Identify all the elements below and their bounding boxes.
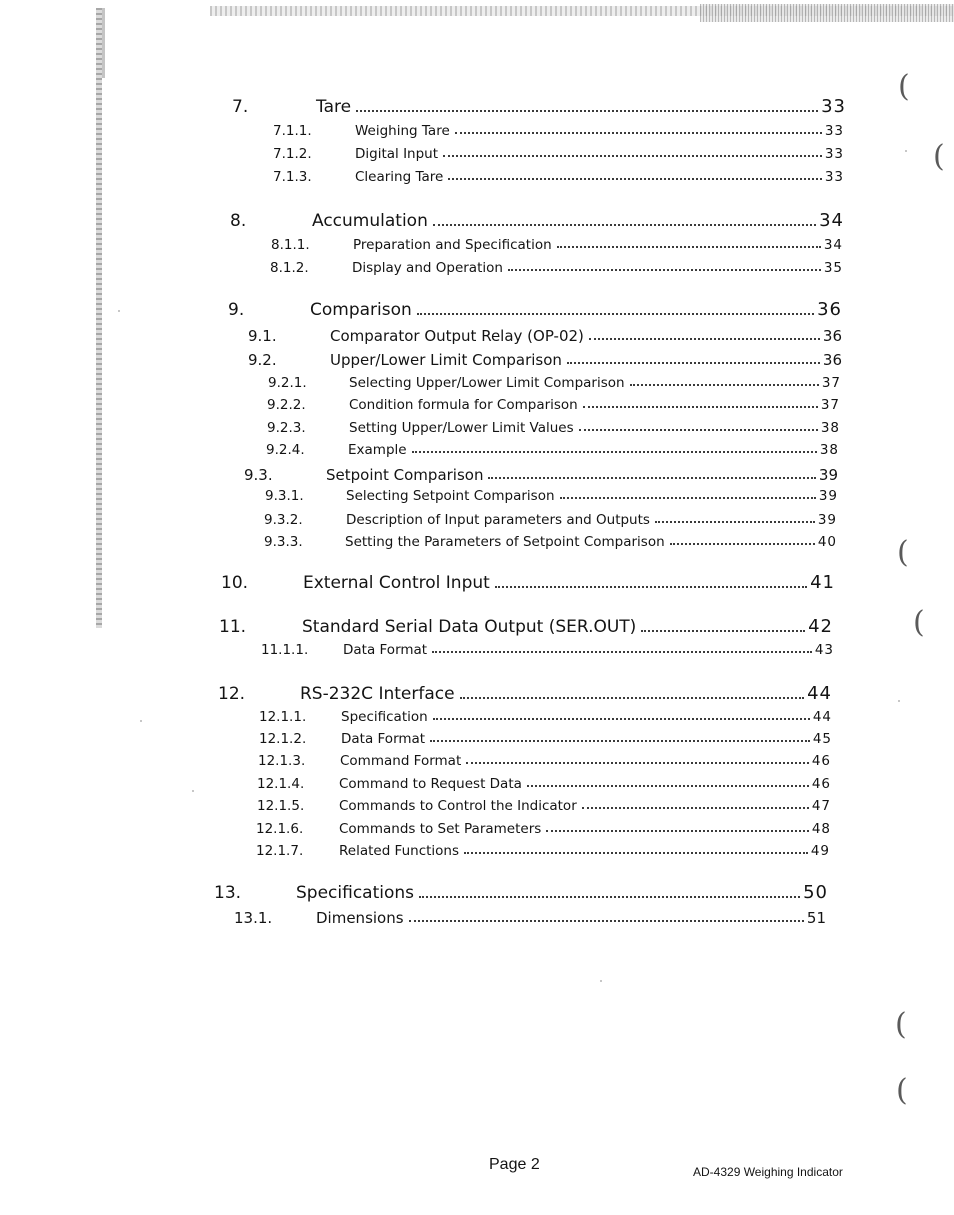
dot-leader (460, 697, 805, 699)
toc-entry[interactable] (273, 169, 844, 185)
dot-leader (495, 586, 807, 588)
dot-leader (630, 384, 819, 386)
document-title: AD-4329 Weighing Indicator (693, 1165, 843, 1179)
toc-number: 7.1.3. (273, 169, 312, 185)
toc-entry[interactable] (248, 351, 842, 369)
toc-page: 49 (810, 843, 830, 859)
dot-leader (508, 269, 821, 271)
toc-entry[interactable] (273, 146, 844, 162)
toc-title: Example (348, 442, 407, 458)
toc-title: Condition formula for Comparison (349, 397, 578, 413)
toc-page: 44 (807, 683, 832, 704)
toc-title: Dimensions (316, 909, 404, 927)
toc-title: Setpoint Comparison (326, 466, 484, 484)
dot-leader (641, 630, 805, 632)
toc-page: 36 (822, 327, 842, 345)
toc-number: 9.2.1. (268, 375, 307, 391)
toc-page: 34 (819, 210, 844, 231)
dot-leader (655, 521, 815, 523)
toc-title: Comparison (310, 300, 412, 320)
toc-title: Command to Request Data (339, 776, 522, 792)
toc-entry[interactable] (256, 821, 831, 837)
toc-entry[interactable] (248, 327, 842, 345)
toc-number: 8. (230, 211, 247, 231)
toc-page: 33 (824, 123, 844, 139)
toc-entry[interactable] (256, 843, 830, 859)
toc-entry[interactable] (261, 642, 834, 658)
dot-leader (443, 155, 822, 157)
toc-number: 7.1.2. (273, 146, 312, 162)
toc-number: 10. (221, 573, 249, 593)
toc-page: 34 (823, 237, 843, 253)
toc-entry[interactable] (267, 397, 840, 413)
toc-title: Setting Upper/Lower Limit Values (349, 420, 574, 436)
toc-number: 9.3.2. (264, 512, 303, 528)
margin-mark: ( (933, 139, 945, 174)
toc-entry[interactable] (271, 237, 843, 253)
toc-entry[interactable] (221, 572, 835, 593)
toc-page: 50 (803, 882, 828, 903)
toc-title: Clearing Tare (355, 169, 444, 185)
dot-leader (412, 451, 817, 453)
toc-number: 12.1.4. (257, 776, 305, 792)
dot-leader (579, 429, 818, 431)
toc-entry[interactable] (266, 442, 839, 458)
toc-entry[interactable] (267, 420, 840, 436)
toc-entry[interactable] (214, 882, 828, 903)
toc-entry[interactable] (244, 466, 838, 484)
toc-entry[interactable] (265, 488, 838, 504)
dot-leader (557, 246, 821, 248)
dot-leader (488, 477, 815, 479)
toc-entry[interactable] (259, 709, 832, 725)
toc-title: Commands to Set Parameters (339, 821, 542, 837)
toc-number: 7. (232, 97, 249, 117)
toc-number: 9.2.2. (267, 397, 306, 413)
dot-leader (417, 313, 814, 315)
toc-title: Commands to Control the Indicator (339, 798, 577, 814)
dot-leader (582, 807, 809, 809)
toc-page: 36 (822, 351, 842, 369)
toc-title: Selecting Setpoint Comparison (346, 488, 555, 504)
dot-leader (546, 830, 809, 832)
toc-number: 9.1. (248, 327, 277, 345)
dot-leader (455, 132, 822, 134)
toc-number: 11. (219, 617, 247, 637)
toc-entry[interactable] (230, 210, 844, 231)
toc-number: 9.3. (244, 466, 273, 484)
toc-number: 12.1.7. (256, 843, 304, 859)
toc-page: 33 (821, 96, 846, 117)
page-number: Page 2 (489, 1156, 540, 1173)
toc-entry[interactable] (268, 375, 841, 391)
toc-page: 35 (823, 260, 843, 276)
toc-page: 47 (811, 798, 831, 814)
toc-number: 9. (228, 300, 245, 320)
toc-entry[interactable] (257, 798, 831, 814)
toc-number: 9.2.4. (266, 442, 305, 458)
dot-leader (433, 718, 810, 720)
toc-number: 12.1.5. (257, 798, 305, 814)
toc-page: 33 (824, 146, 844, 162)
toc-page: 51 (806, 909, 826, 927)
toc-title: Specification (341, 709, 428, 725)
toc-page: 46 (811, 776, 831, 792)
toc-number: 12.1.1. (259, 709, 307, 725)
toc-number: 9.3.3. (264, 534, 303, 550)
toc-number: 8.1.1. (271, 237, 310, 253)
toc-title: Accumulation (312, 211, 428, 231)
toc-entry[interactable] (234, 909, 826, 927)
toc-number: 7.1.1. (273, 123, 312, 139)
toc-title: Comparator Output Relay (OP-02) (330, 327, 584, 345)
toc-number: 9.2. (248, 351, 277, 369)
dot-leader (583, 406, 818, 408)
margin-mark: ( (895, 1007, 907, 1042)
toc-entry[interactable] (259, 731, 832, 747)
toc-number: 11.1.1. (261, 642, 309, 658)
dot-leader (527, 785, 809, 787)
toc-title: Data Format (341, 731, 426, 747)
toc-number: 9.2.3. (267, 420, 306, 436)
margin-mark: ( (897, 535, 909, 570)
toc-title: Data Format (343, 642, 428, 658)
toc-title: RS-232C Interface (300, 684, 455, 704)
dot-leader (448, 178, 821, 180)
toc-number: 8.1.2. (270, 260, 309, 276)
dot-leader (567, 362, 820, 364)
toc-entry[interactable] (257, 776, 831, 792)
dot-leader (430, 740, 810, 742)
dot-leader (560, 497, 816, 499)
toc-title: Command Format (340, 753, 462, 769)
toc-page: 40 (817, 534, 837, 550)
toc-page: 44 (812, 709, 832, 725)
toc-number: 12.1.3. (258, 753, 306, 769)
dot-leader (464, 852, 808, 854)
dot-leader (466, 762, 809, 764)
toc-title: Description of Input parameters and Outputs (346, 512, 650, 528)
toc-number: 13.1. (234, 909, 273, 927)
dot-leader (432, 651, 812, 653)
toc-title: External Control Input (303, 573, 490, 593)
toc-page: 42 (808, 616, 833, 637)
toc-title: Related Functions (339, 843, 460, 859)
dot-leader (670, 543, 815, 545)
toc-number: 12. (218, 684, 246, 704)
margin-mark: ( (898, 69, 910, 104)
toc-entry[interactable] (273, 123, 844, 139)
toc-page: 46 (811, 753, 831, 769)
toc-page: 39 (818, 466, 838, 484)
toc-page: 33 (824, 169, 844, 185)
dot-leader (433, 224, 816, 226)
toc-page: 38 (820, 420, 840, 436)
toc-title: Standard Serial Data Output (SER.OUT) (302, 617, 637, 637)
toc-page: 45 (812, 731, 832, 747)
toc-page: 36 (817, 299, 842, 320)
toc-title: Digital Input (355, 146, 439, 162)
toc-page: 39 (818, 488, 838, 504)
toc-entry[interactable] (218, 683, 832, 704)
toc-entry[interactable] (258, 753, 831, 769)
toc-title: Preparation and Specification (353, 237, 552, 253)
margin-mark: ( (913, 605, 925, 640)
toc-page: 39 (817, 512, 837, 528)
toc-title: Weighing Tare (355, 123, 450, 139)
dot-leader (589, 338, 820, 340)
dot-leader (356, 110, 818, 112)
toc-page: 37 (821, 375, 841, 391)
toc-number: 9.3.1. (265, 488, 304, 504)
toc-title: Selecting Upper/Lower Limit Comparison (349, 375, 625, 391)
toc-entry[interactable] (270, 260, 843, 276)
dot-leader (419, 896, 800, 898)
toc-title: Tare (316, 97, 352, 117)
toc-entry[interactable] (219, 616, 833, 637)
toc-title: Upper/Lower Limit Comparison (330, 351, 562, 369)
toc-number: 13. (214, 883, 242, 903)
toc-page: 37 (820, 397, 840, 413)
toc-title: Display and Operation (352, 260, 503, 276)
toc-page: 38 (819, 442, 839, 458)
toc-entry[interactable] (264, 512, 837, 528)
toc-entry[interactable] (228, 299, 842, 320)
toc-number: 12.1.2. (259, 731, 307, 747)
dot-leader (409, 920, 804, 922)
toc-entry[interactable] (232, 96, 846, 117)
toc-page: 48 (811, 821, 831, 837)
toc-page: 41 (810, 572, 835, 593)
toc-entry[interactable] (264, 534, 837, 550)
toc-number: 12.1.6. (256, 821, 304, 837)
margin-mark: ( (896, 1073, 908, 1108)
toc-title: Setting the Parameters of Setpoint Comparison (345, 534, 665, 550)
toc-page: 43 (814, 642, 834, 658)
toc-title: Specifications (296, 883, 415, 903)
